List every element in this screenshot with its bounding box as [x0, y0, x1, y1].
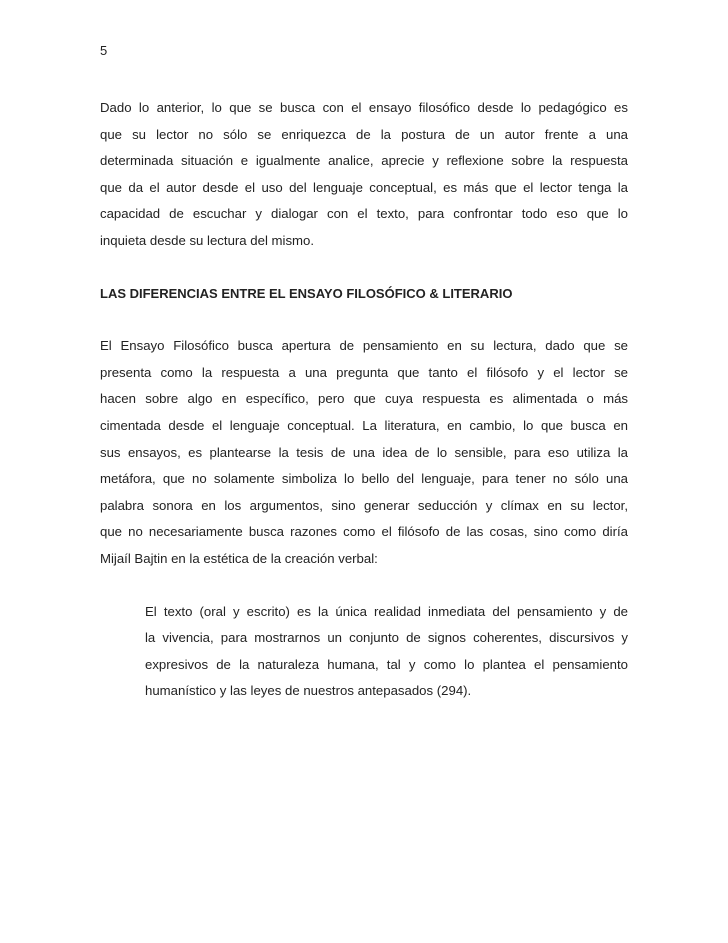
text-line: presenta como la respuesta a una pregunta que tanto el filósofo y el lector se [100, 364, 628, 380]
quote-line: El texto (oral y escrito) es la única realidad inmediata del pensamiento y de [145, 603, 628, 619]
quote-line: expresivos de la naturaleza humana, tal y como lo plantea el pensamiento [145, 656, 628, 672]
section-heading: LAS DIFERENCIAS ENTRE EL ENSAYO FILOSÓFICO & LITERARIO [100, 285, 513, 301]
text-line: metáfora, que no solamente simboliza lo bello del lenguaje, para tener no sólo una [100, 471, 628, 487]
page-number: 5 [100, 43, 108, 58]
block-quote [145, 599, 628, 705]
paragraph-spacer [100, 255, 628, 281]
text-line: cimentada desde el lenguaje conceptual. La literatura, en cambio, lo que busca en [100, 417, 628, 433]
text-line: hacen sobre algo en específico, pero que cuya respuesta es alimentada o más [100, 391, 628, 407]
text-line: El Ensayo Filosófico busca apertura de pensamiento en su lectura, dado que se [100, 338, 628, 354]
text-line: que da el autor desde el uso del lenguaje conceptual, es más que el lector tenga la [100, 179, 628, 195]
paragraph-pedagogical-purpose [100, 95, 628, 255]
document-body [100, 95, 628, 705]
text-line: inquieta desde su lectura del mismo. [100, 232, 315, 248]
quote-line: humanístico y las leyes de nuestros antepasados (294). [145, 683, 472, 699]
text-line: Mijaíl Bajtin en la estética de la creación verbal: [100, 550, 378, 566]
text-line: palabra sonora en los argumentos, sino generar seducción y clímax en su lector, [100, 497, 628, 513]
text-line: Dado lo anterior, lo que se busca con el ensayo filosófico desde lo pedagógico es [100, 100, 628, 115]
text-line: que no necesariamente busca razones como el filósofo de las cosas, sino como diría [100, 524, 628, 540]
text-line: sus ensayos, es plantearse la tesis de una idea de lo sensible, para eso utiliza la [100, 444, 628, 460]
text-line: capacidad de escuchar y dialogar con el texto, para confrontar todo eso que lo [100, 206, 628, 222]
paragraph-spacer [100, 573, 628, 599]
paragraph-spacer [100, 307, 628, 333]
paragraph-differences [100, 333, 628, 572]
text-line: que su lector no sólo se enriquezca de la postura de un autor frente a una [100, 126, 628, 142]
quote-line: la vivencia, para mostrarnos un conjunto de signos coherentes, discursivos y [145, 630, 628, 646]
text-line: determinada situación e igualmente analice, aprecie y reflexione sobre la respuesta [100, 153, 628, 169]
